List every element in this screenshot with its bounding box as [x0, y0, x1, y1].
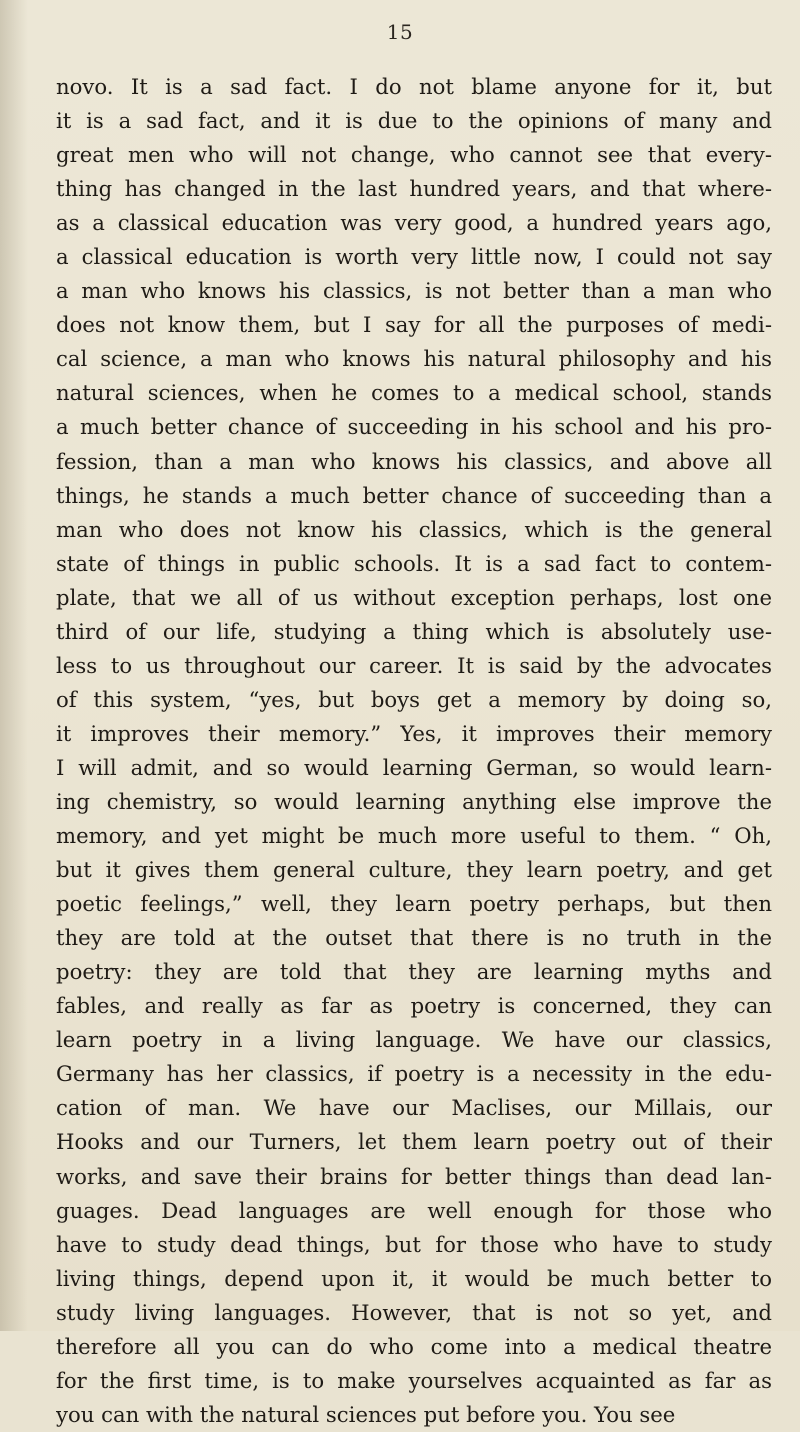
text-line: thing has changed in the last hundred years, and that where-	[56, 176, 772, 202]
text-line: it improves their memory.” Yes, it improves their memory	[56, 720, 772, 746]
text-line: state of things in public schools. It is a sad fact to contem-	[56, 550, 772, 576]
text-line: novo. It is a sad fact. I do not blame anyone for it, but	[56, 74, 772, 99]
text-line: Germany has her classics, if poetry is a necessity in the edu-	[56, 1061, 772, 1087]
text-line: fession, than a man who knows his classics, and above all	[56, 448, 772, 474]
text-line: natural sciences, when he comes to a medical school, stands	[56, 380, 772, 406]
text-line: man who does not know his classics, which is the general	[56, 516, 772, 542]
text-line: works, and save their brains for better things than dead lan-	[56, 1163, 772, 1189]
text-line: study living languages. However, that is not so yet, and	[56, 1299, 772, 1325]
text-line: it is a sad fact, and it is due to the opinions of many and	[56, 108, 772, 134]
text-line: Hooks and our Turners, let them learn poetry out of their	[56, 1129, 772, 1155]
text-line: cation of man. We have our Maclises, our Millais, our	[56, 1095, 772, 1121]
text-line: ing chemistry, so would learning anything else improve the	[56, 788, 772, 814]
text-line: but it gives them general culture, they learn poetry, and get	[56, 857, 772, 883]
text-line: poetic feelings,” well, they learn poetry perhaps, but then	[56, 891, 772, 917]
text-line: as a classical education was very good, a hundred years ago,	[56, 210, 772, 236]
text-line: guages. Dead languages are well enough for those who	[56, 1197, 772, 1223]
text-line: for the first time, is to make yourselves acquainted as far as	[56, 1367, 772, 1393]
text-line: of this system, “yes, but boys get a memory by doing so,	[56, 686, 772, 712]
text-line: cal science, a man who knows his natural philosophy and his	[56, 346, 772, 372]
text-line: a man who knows his classics, is not better than a man who	[56, 278, 772, 304]
text-line: plate, that we all of us without exception perhaps, lost one	[56, 584, 772, 610]
text-line: things, he stands a much better chance of succeeding than a	[56, 482, 772, 508]
text-line: poetry: they are told that they are learning myths and	[56, 959, 772, 985]
text-line: learn poetry in a living language. We have our classics,	[56, 1027, 772, 1053]
text-line: memory, and yet might be much more useful to them. “ Oh,	[56, 823, 772, 849]
text-line: does not know them, but I say for all the purposes of medi-	[56, 312, 772, 338]
text-line: living things, depend upon it, it would be much better to	[56, 1265, 772, 1291]
text-line: they are told at the outset that there is no truth in the	[56, 925, 772, 951]
text-line: third of our life, studying a thing which is absolutely use-	[56, 618, 772, 644]
page-number: 15	[386, 20, 414, 44]
text-line: I will admit, and so would learning German, so would learn-	[56, 754, 772, 780]
text-line: a much better chance of succeeding in his school and his pro-	[56, 414, 772, 440]
text-line: you can with the natural sciences put before you. You see	[56, 1401, 676, 1427]
text-line: less to us throughout our career. It is said by the advocates	[56, 652, 772, 678]
text-line: great men who will not change, who cannot see that every-	[56, 142, 772, 168]
text-line: therefore all you can do who come into a medical theatre	[56, 1333, 772, 1359]
text-line: a classical education is worth very little now, I could not say	[56, 244, 772, 270]
text-line: have to study dead things, but for those who have to study	[56, 1231, 772, 1257]
text-line: fables, and really as far as poetry is concerned, they can	[56, 993, 772, 1019]
body-text	[56, 70, 772, 1432]
